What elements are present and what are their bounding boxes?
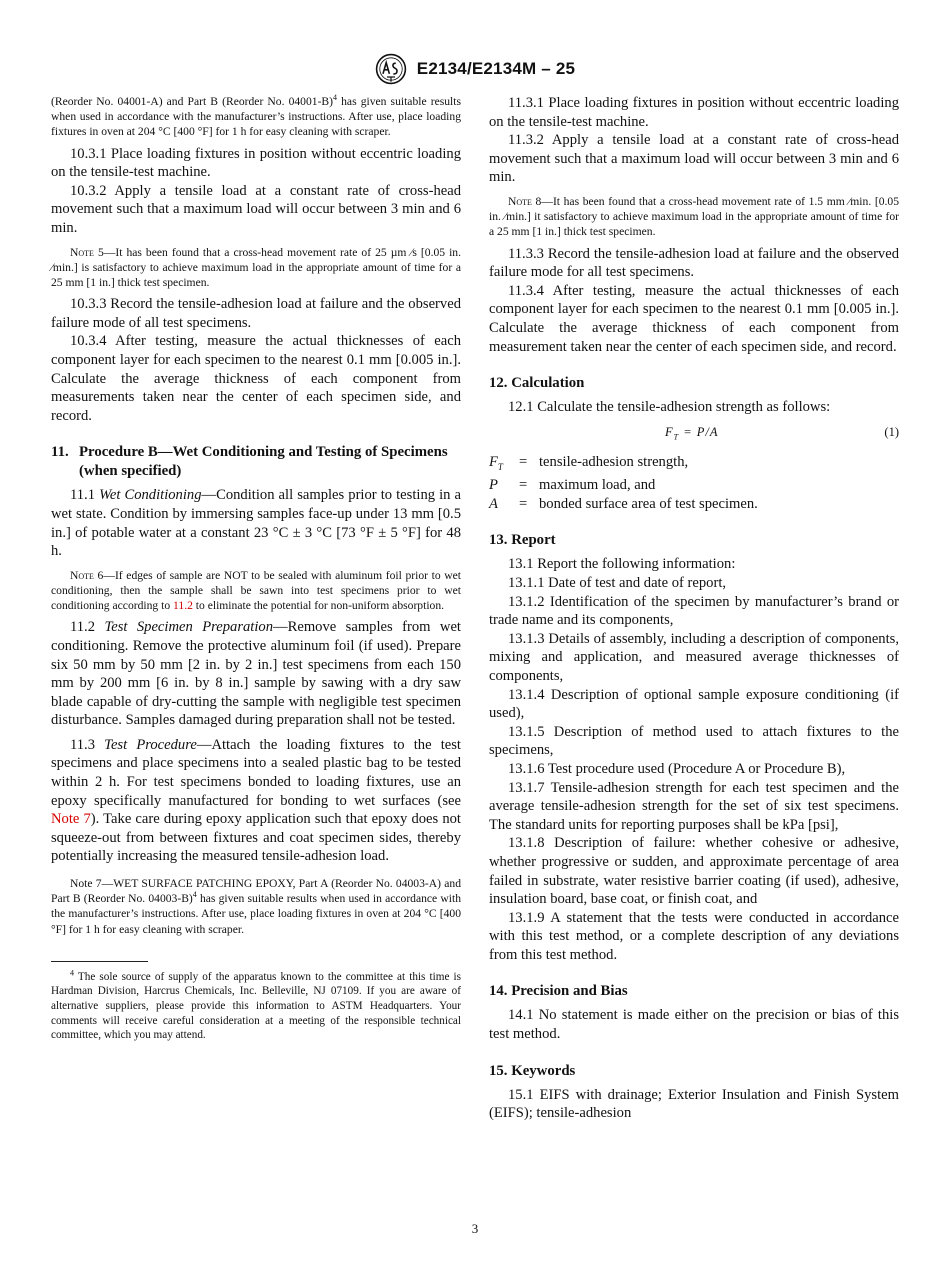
standard-designation: E2134/E2134M – 25: [416, 59, 576, 78]
equation-1: [489, 421, 899, 445]
footnote-divider: [51, 961, 148, 962]
right-column: [489, 94, 899, 1123]
para-11-3: 11.3 Test Procedure—Attach the loading fixtures to the test specimens and place specimens into a sealed plastic bag to be tested within 2 h. For test specimens bonded to loading fixtures, use an epoxy specifically manufactured for bonding to wet surfaces (see Note 7). Take care during epoxy application such that epoxy does not squeeze-out from between fixtures and coat specimen sides, thereby potentially increasing the measured tensile-adhesion load.: [51, 736, 461, 865]
para-13-1-9: 13.1.9 A statement that the tests were conducted in accordance with this test method, or a complete description of any deviations from this test method.: [489, 909, 899, 963]
para-12-1: 12.1 Calculate the tensile-adhesion strength as follows:: [508, 399, 831, 416]
variable-row: A = bonded surface area of test specimen.: [489, 495, 758, 512]
note-7: Note 7—WET SURFACE PATCHING EPOXY, Part A (Reorder No. 04003-A) and Part B (Reorder No. 04003-B)$^4$ has given suitable results when used in accordance with the manufacturer’s instructions. After use, place loading fixtures in oven at 204 °C [400 °F] for 1 h for easy cleaning with scraper.: [51, 877, 461, 936]
section-heading-13: 13. Report: [489, 532, 556, 549]
section-heading-14: 14. Precision and Bias: [489, 983, 628, 1000]
page-header: [0, 52, 950, 86]
note-7-link[interactable]: Note 7: [51, 811, 91, 828]
para-11-3-1: 11.3.1 Place loading fixtures in position without eccentric loading on the tensile-test machine.: [489, 95, 899, 130]
para-13-1-4: 13.1.4 Description of optional sample exposure conditioning (if used),: [489, 686, 899, 722]
note-continuation: (Reorder No. 04001-A) and Part B (Reorder No. 04001-B)$^4$ has given suitable results when used in accordance with the manufacturer’s instructions. After use, place loading fixtures in oven at 204 °C [400 °F] for 1 h for easy cleaning with scraper.: [51, 93, 461, 139]
para-13-1-3: 13.1.3 Details of assembly, including a description of components, mixing and application, and measured average thicknesses of components,: [489, 630, 899, 684]
note-6: Note 6—If edges of sample are NOT to be sealed with aluminum foil prior to wet conditioning, then the sample shall be sawn into test specimens prior to wet conditioning according to 11.2 to eliminate the potential for non-uniform absorption.: [51, 568, 461, 613]
para-10-3-2: 10.3.2 Apply a tensile load at a constant rate of cross-head movement such that a maximum load will occur between 3 min and 6 min.: [51, 182, 461, 236]
page-number: 3: [471, 1221, 479, 1236]
variable-row: $F_T$ = tensile-adhesion strength,: [489, 453, 689, 472]
section-heading-15: 15. Keywords: [489, 1062, 576, 1079]
para-10-3-3: 10.3.3 Record the tensile-adhesion load at failure and the observed failure mode of all test specimens.: [51, 296, 461, 331]
para-10-3-4: 10.3.4 After testing, measure the actual thicknesses of each component layer for each specimen to the nearest 0.1 mm [0.005 in.]. Calculate the average thickness of each component from measurements taken near the center of each specimen side, and record.: [51, 333, 461, 424]
para-10-3-1: 10.3.1 Place loading fixtures in position without eccentric loading on the tensile-test machine.: [51, 145, 461, 181]
equation-number: (1): [884, 424, 899, 439]
para-13-1-1: 13.1.1 Date of test and date of report,: [508, 575, 727, 592]
para-13-1-5: 13.1.5 Description of method used to attach fixtures to the specimens,: [489, 723, 899, 759]
para-13-1-8: 13.1.8 Description of failure: whether cohesive or adhesive, whether progressive or sudden, and approximate percentage of area failed in substrate, water resistive barrier coating (if used), adhesive, insulation board, base coat, or finish coat, and: [489, 835, 899, 908]
section-heading-12: 12. Calculation: [489, 375, 585, 392]
para-11-2: 11.2 Test Specimen Preparation—Remove samples from wet conditioning. Remove the protective aluminum foil (if used). Prepare six 50 mm by 50 mm [2 in. by 2 in.] test specimens from each 150 mm by 200 mm [6 in. by 8 in.] sample by sawing with a dry saw blade capable of dry-cutting the sample with negligible test specimen disturbance. Samples damaged during preparation shall not be tested.: [51, 619, 461, 729]
footnote-4: $^4$ The sole source of supply of the apparatus known to the committee at this time is Hardman Division, Harcrus Chemicals, Inc. Belleville, NJ 07109. If you are aware of alternative suppliers, please provide this information to ASTM Headquarters. Your comments will receive careful consideration at a meeting of the responsible technical committee, which you may attend.: [51, 968, 461, 1042]
para-13-1-7: 13.1.7 Tensile-adhesion strength for each test specimen and the average tensile-adhesion strength for the set of six test specimens. The standard units for reporting purposes shall be kPa [psi],: [489, 779, 899, 833]
section-link-11-2[interactable]: 11.2: [173, 599, 193, 613]
para-11-3-2: 11.3.2 Apply a tensile load at a constant rate of cross-head movement such that a maximum load will occur between 3 min and 6 min.: [489, 132, 899, 186]
note-5: Note 5—It has been found that a cross-head movement rate of 25 µm ⁄s [0.05 in. ⁄min.] is satisfactory to achieve maximum load in the appropriate amount of time for a 25 mm [1 in.] thick test specimen.: [51, 245, 461, 289]
para-13-1-2: 13.1.2 Identification of the specimen by manufacturer’s brand or trade name and its components,: [489, 593, 899, 629]
para-15-1: 15.1 EIFS with drainage; Exterior Insulation and Finish System (EIFS); tensile-adhesion: [489, 1086, 899, 1122]
astm-logo-icon: [375, 53, 407, 85]
variable-definitions: [489, 453, 899, 514]
variable-row: P = maximum load, and: [489, 477, 656, 494]
para-14-1: 14.1 No statement is made either on the precision or bias of this test method.: [489, 1007, 899, 1043]
para-11-3-4: 11.3.4 After testing, measure the actual thicknesses of each component layer for each specimen to the nearest 0.1 mm [0.005 in.]. Calculate the average thickness of each component from measurement taken near the center of each specimen side, and record.: [489, 282, 899, 355]
para-13-1-6: 13.1.6 Test procedure used (Procedure A or Procedure B),: [508, 760, 846, 777]
para-11-1: 11.1 Wet Conditioning—Condition all samples prior to testing in a wet state. Condition by immersing samples face-up under 13 mm [0.5 in.] of potable water at a constant 23 °C ± 3 °C [73 °F ± 5 °F] for 48 h.: [51, 487, 461, 560]
para-13-1: 13.1 Report the following information:: [508, 556, 736, 573]
section-heading-11: 11. Procedure B—Wet Conditioning and Testing of Specimens (when specified): [51, 444, 448, 480]
note-8: Note 8—It has been found that a cross-head movement rate of 1.5 mm ⁄min. [0.05 in. ⁄min.] it satisfactory to achieve maximum load in the appropriate amount of time for a 25 mm [1 in.] thick test specimen.: [489, 194, 899, 239]
para-11-3-3: 11.3.3 Record the tensile-adhesion load at failure and the observed failure mode for all test specimens.: [489, 245, 899, 281]
left-column: [51, 94, 461, 1043]
equation-formula: $F_T = P/A$: [665, 424, 719, 442]
